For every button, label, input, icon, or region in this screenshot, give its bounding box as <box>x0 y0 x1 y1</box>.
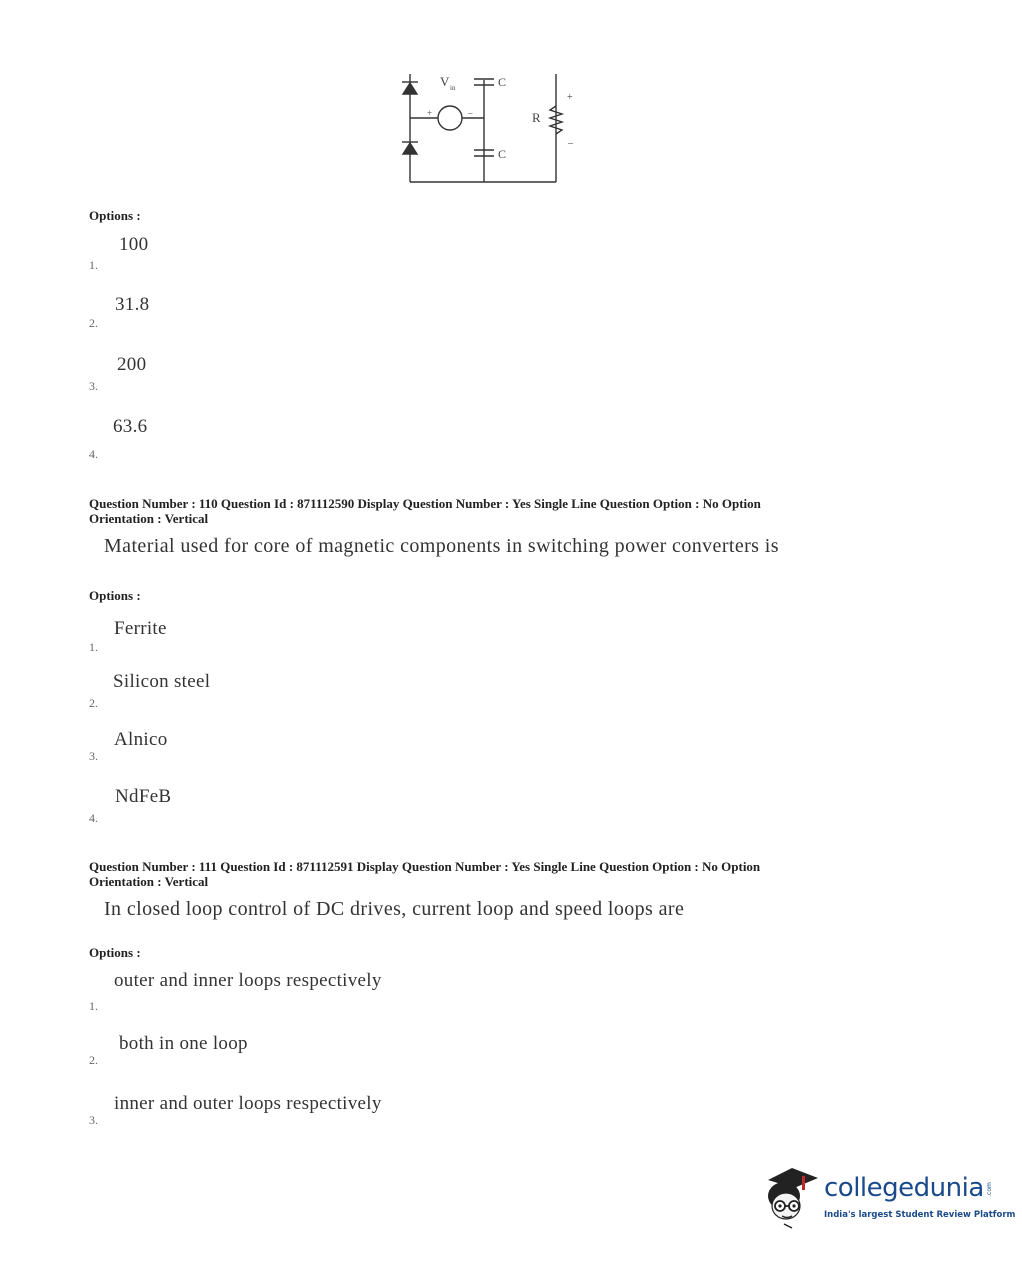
q109-option-3-number: 3. <box>89 379 98 393</box>
q111-meta-line-1: Question Number : 111 Question Id : 871112591 Display Question Number : Yes Single Line Question Option : No Option <box>89 859 761 874</box>
q110-option-1-text: Ferrite <box>114 618 167 639</box>
q110-option-3-text: Alnico <box>114 729 168 750</box>
output-plus: + <box>567 92 573 103</box>
capacitor-bottom-label: C <box>498 147 507 161</box>
q109-option-2-number: 2. <box>89 316 98 330</box>
q110-meta-line-1: Question Number : 110 Question Id : 871112590 Display Question Number : Yes Single Line Question Option : No Option <box>89 496 761 511</box>
q109-option-3-text: 200 <box>117 354 147 375</box>
q111-option-3-number: 3. <box>89 1113 98 1127</box>
q110-question-text: Material used for core of magnetic components in switching power converters is <box>104 535 779 557</box>
diode-bottom-icon <box>403 143 417 154</box>
q111-option-1-number: 1. <box>89 999 98 1013</box>
q111-option-2-number: 2. <box>89 1053 98 1067</box>
q110-option-1-number: 1. <box>89 640 98 654</box>
q111-meta <box>89 859 869 889</box>
q111-option-1-text: outer and inner loops respectively <box>114 970 382 991</box>
q110-option-3-number: 3. <box>89 749 98 763</box>
q110-option-4-number: 4. <box>89 811 98 825</box>
circuit-diagram <box>398 66 598 192</box>
q111-options-label: Options : <box>89 945 141 960</box>
source-plus: + <box>427 108 433 118</box>
source-minus: – <box>468 108 473 118</box>
logo-suffix: .com <box>985 1182 993 1197</box>
collegedunia-mascot-icon <box>762 1162 824 1230</box>
source-subscript: in <box>450 84 456 92</box>
q109-option-4-number: 4. <box>89 447 98 461</box>
q111-meta-line-2: Orientation : Vertical <box>89 874 209 889</box>
q109-option-4-text: 63.6 <box>113 416 148 437</box>
source-label: V <box>440 74 450 89</box>
logo-tagline: India's largest Student Review Platform <box>824 1210 1016 1220</box>
q110-meta-line-2: Orientation : Vertical <box>89 511 209 526</box>
q110-meta <box>89 496 869 526</box>
q111-question-text: In closed loop control of DC drives, current loop and speed loops are <box>104 898 685 920</box>
diode-top-icon <box>403 83 417 94</box>
resistor-label: R <box>532 110 541 125</box>
q110-option-4-text: NdFeB <box>115 786 172 807</box>
q109-option-1-number: 1. <box>89 258 98 272</box>
q111-option-3-text: inner and outer loops respectively <box>114 1093 382 1114</box>
q110-option-2-number: 2. <box>89 696 98 710</box>
q110-options-label: Options : <box>89 588 141 603</box>
logo-wordmark: collegedunia <box>824 1173 984 1203</box>
q109-option-1-text: 100 <box>119 234 149 255</box>
q111-option-2-text: both in one loop <box>119 1033 248 1054</box>
output-minus: – <box>568 138 573 149</box>
q109-option-2-text: 31.8 <box>115 294 150 315</box>
q110-option-2-text: Silicon steel <box>113 671 211 692</box>
q109-options-label: Options : <box>89 208 141 223</box>
capacitor-top-label: C <box>498 75 507 89</box>
